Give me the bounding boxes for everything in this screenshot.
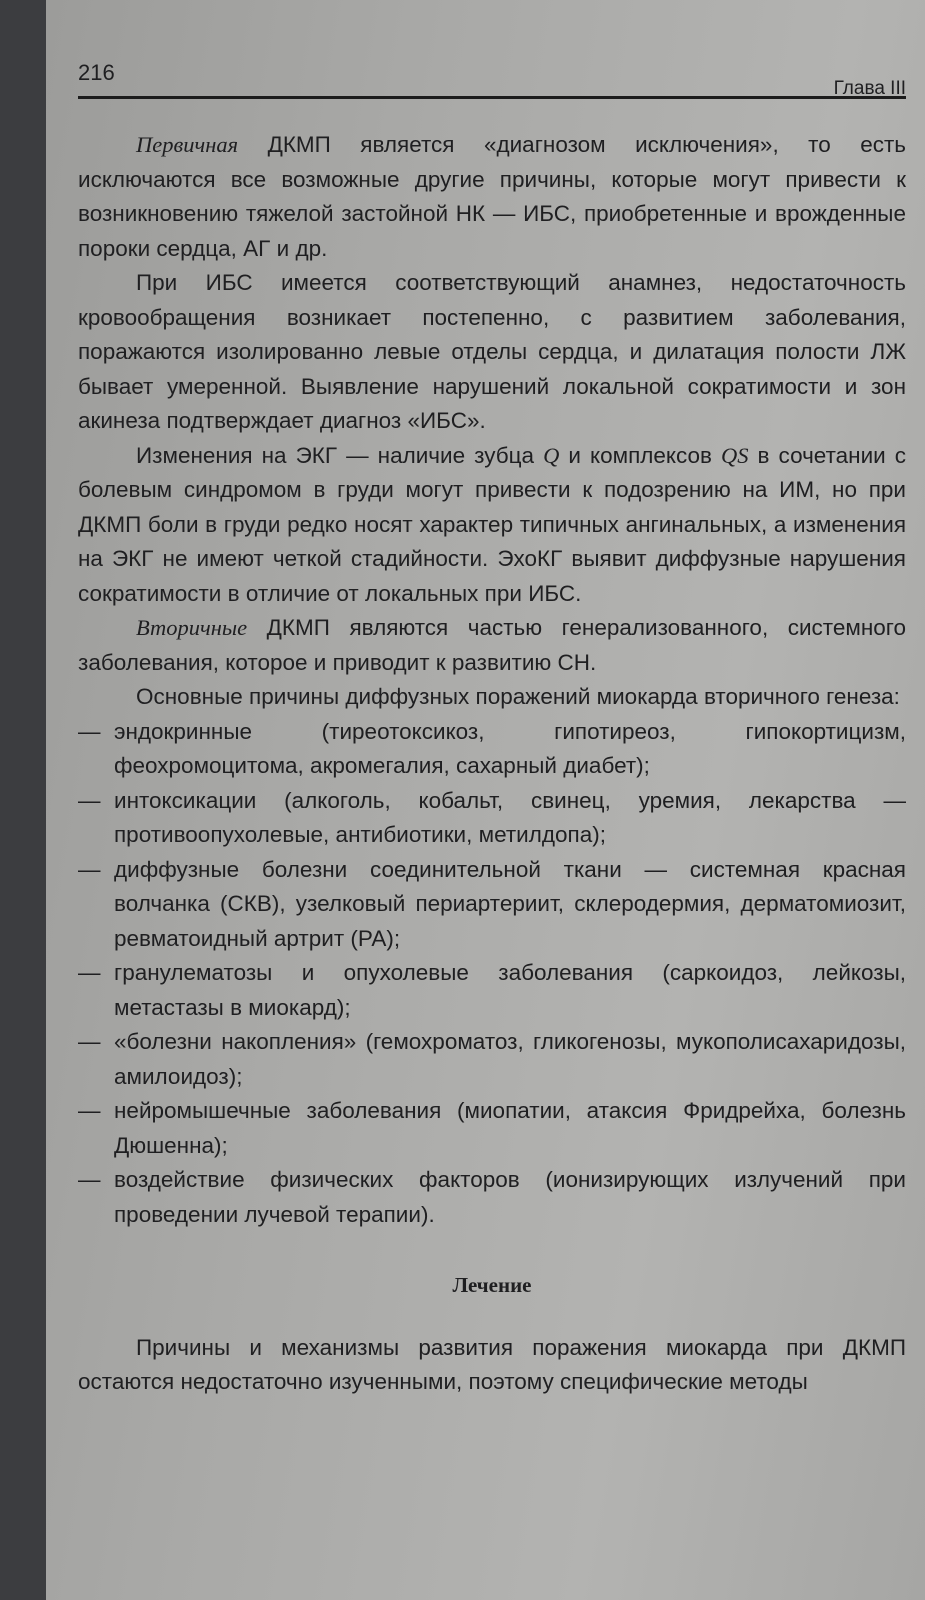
section-heading-treatment: Лечение bbox=[452, 1273, 532, 1297]
paragraph-text: ДКМП являются частью генерализованного, системного заболевания, которое и приводит к развитию СН. bbox=[78, 615, 906, 675]
term-q-wave: Q bbox=[543, 442, 560, 468]
paragraph-text: в сочетании с болевым синдромом в груди могут привести к подозрению на ИМ, но при ДКМП боли в груди редко носят характер типичных ангинальных, а изменения на ЭКГ не имеют четкой стадийности. ЭхоКГ выявит диффузные нарушения сократимости в отличие от локальных при ИБС. bbox=[78, 442, 906, 606]
page-header bbox=[78, 58, 906, 99]
page-number: 216 bbox=[78, 60, 115, 85]
list-item: — гранулематозы и опухолевые заболевания (саркоидоз, лейкозы, метастазы в миокард); bbox=[78, 956, 906, 1025]
list-item: — воздействие физических факторов (ионизирующих излучений при проведении лучевой терапии). bbox=[78, 1163, 906, 1232]
book-page bbox=[46, 0, 925, 1600]
list-item: — «болезни накопления» (гемохроматоз, гликогенозы, мукополисахаридозы, амилоидоз); bbox=[78, 1025, 906, 1094]
chapter-title: Глава III bbox=[833, 78, 906, 99]
page-body bbox=[78, 128, 906, 1400]
paragraph-treatment: Причины и механизмы развития поражения миокарда при ДКМП остаются недостаточно изученными, поэтому специфические методы bbox=[78, 1334, 906, 1394]
causes-list bbox=[78, 715, 906, 1233]
list-item: — интоксикации (алкоголь, кобальт, свинец, уремия, лекарства — противоопухолевые, антибиотики, метилдопа); bbox=[78, 784, 906, 853]
paragraph-text: ДКМП является «диагнозом исключения», то есть исключаются все возможные другие причины, которые могут привести к возникновению тяжелой застойной НК — ИБС, приобретенные и врожденные пороки сердца, АГ и др. bbox=[78, 132, 906, 261]
paragraph-text: и комплексов bbox=[559, 442, 722, 468]
list-item: — нейромышечные заболевания (миопатии, атаксия Фридрейха, болезнь Дюшенна); bbox=[78, 1094, 906, 1163]
paragraph-ibs: При ИБС имеется соответствующий анамнез, недостаточность кровообращения возникает постепенно, с развитием заболевания, поражаются изолированно левые отделы сердца, и дилатация полости ЛЖ бывает умеренной. Выявление нарушений локальной сократимости и зон акинеза подтверждает диагноз «ИБС». bbox=[78, 270, 906, 433]
paragraph-primary-dcm bbox=[78, 128, 906, 266]
list-item: — диффузные болезни соединительной ткани — системная красная волчанка (СКВ), узелковый периартериит, склеродермия, дерматомиозит, ревматоидный артрит (РА); bbox=[78, 853, 906, 957]
paragraph-text: Изменения на ЭКГ — наличие зубца bbox=[136, 442, 544, 468]
list-item: — эндокринные (тиреотоксикоз, гипотиреоз, гипокортицизм, феохромоцитома, акромегалия, сахарный диабет); bbox=[78, 715, 906, 784]
term-secondary: Вторичные bbox=[136, 615, 248, 640]
term-primary: Первичная bbox=[136, 132, 239, 157]
paragraph-causes-intro: Основные причины диффузных поражений миокарда вторичного генеза: bbox=[136, 684, 900, 709]
paragraph-ecg bbox=[78, 439, 906, 612]
term-qs-complex: QS bbox=[721, 442, 749, 468]
paragraph-secondary-dcm bbox=[78, 611, 906, 680]
